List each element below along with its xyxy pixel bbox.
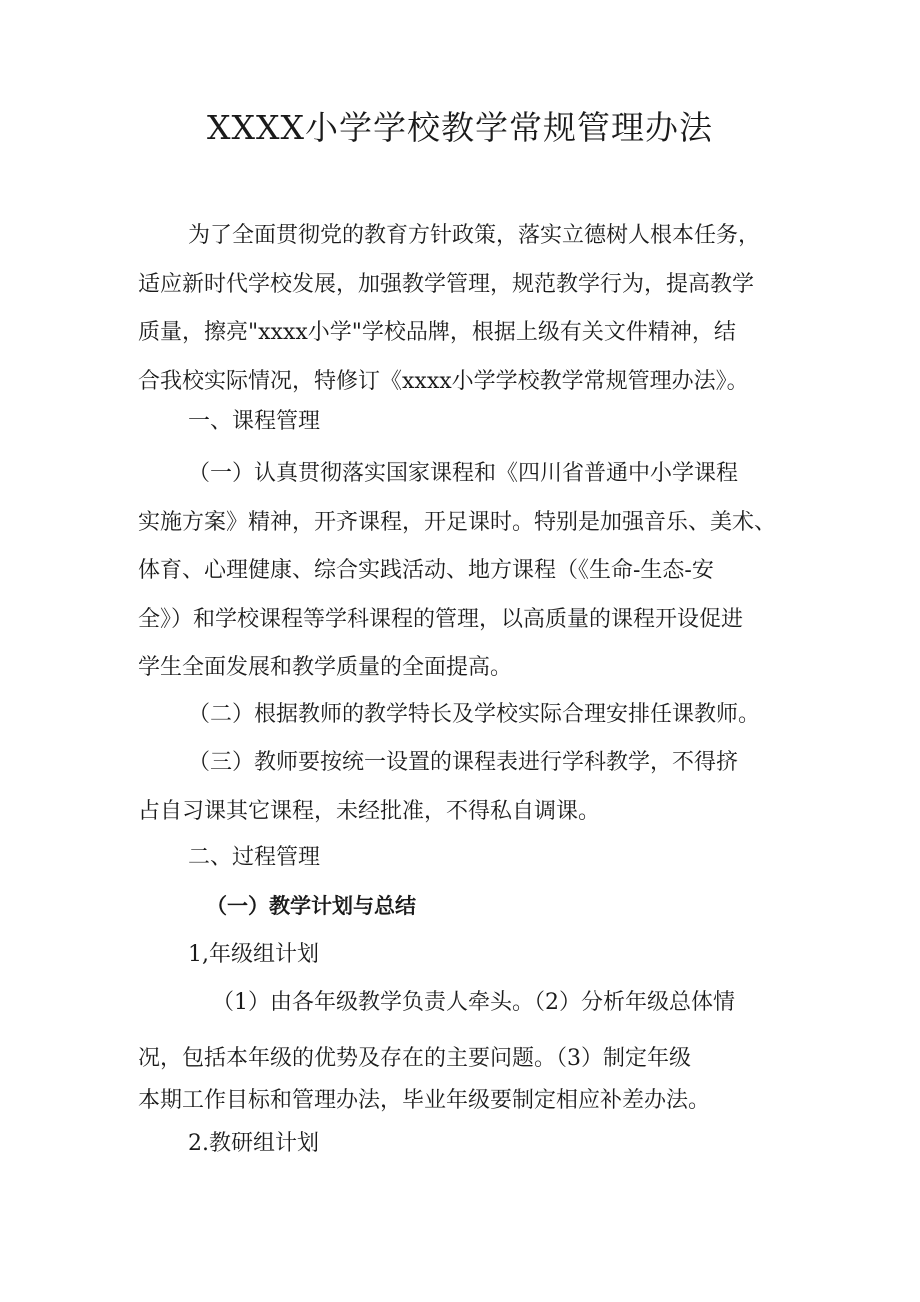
intro-paragraph: [138, 212, 798, 406]
section1-item3-paragraph: [138, 739, 798, 836]
intro-line: 质量，擦亮"xxxx小学"学校品牌，根据上级有关文件精神，结: [138, 320, 736, 345]
section-heading-course-management: 一、课程管理: [188, 409, 321, 434]
subheading-teaching-plan: （一）教学计划与总结: [206, 894, 416, 918]
paragraph-line: 实施方案》精神，开齐课程，开足课时。特别是加强音乐、美术、: [138, 509, 777, 535]
point-title-grade-plan: 1,年级组计划: [188, 942, 319, 967]
paragraph-line: 况，包括本年级的优势及存在的主要问题。（3）制定年级: [138, 1046, 691, 1071]
document-title: XXXX小学学校教学常规管理办法: [207, 108, 713, 147]
section1-item2-paragraph: [138, 691, 798, 740]
intro-line: 为了全面贯彻党的教育方针政策，落实立德树人根本任务，: [188, 223, 761, 248]
paragraph-line: （1）由各年级教学负责人牵头。（2）分析年级总体情: [212, 990, 735, 1015]
paragraph-line: （三）教师要按统一设置的课程表进行学科教学，不得挤: [188, 750, 739, 775]
paragraph-line: 全》）和学校课程等学科课程的管理，以高质量的课程开设促进: [138, 606, 744, 632]
paragraph-line: 学生全面发展和教学质量的全面提高。: [138, 655, 513, 680]
paragraph-line: （一）认真贯彻落实国家课程和《四川省普通中小学课程: [188, 461, 739, 486]
paragraph-line: 体育、心理健康、综合实践活动、地方课程（《生命-生态-安: [138, 558, 714, 583]
section-heading-process-management: 二、过程管理: [188, 845, 321, 870]
intro-line: 合我校实际情况，特修订《xxxx小学学校教学常规管理办法》。: [138, 368, 749, 394]
paragraph-line: （二）根据教师的教学特长及学校实际合理安排任课教师。: [188, 702, 761, 727]
point-title-research-group-plan: 2.教研组计划: [188, 1131, 319, 1156]
intro-line: 适应新时代学校发展，加强教学管理，规范教学行为，提高教学: [138, 271, 755, 297]
paragraph-line: 本期工作目标和管理办法，毕业年级要制定相应补差办法。: [138, 1088, 711, 1113]
paragraph-line: 占自习课其它课程，未经批准，不得私自调课。: [138, 798, 601, 824]
section1-item1-paragraph: [138, 450, 798, 693]
